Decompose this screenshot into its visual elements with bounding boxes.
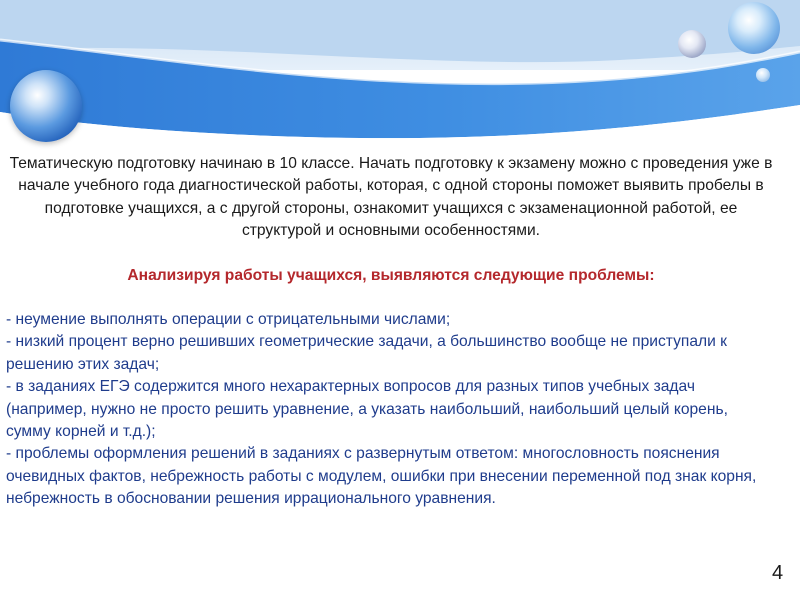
decorative-sphere-small [756,68,770,82]
problem-item: - проблемы оформления решений в заданиях с развернутым ответом: многословность пояснения очевидных фактов, небрежность работы с модулем, ошибки при внесении переменной под знак корня, небрежность в обосновании решения иррационального уравнения. [6,445,757,508]
slide-content [6,153,776,511]
decorative-sphere-medium [678,30,706,58]
slide-header-banner [0,0,800,150]
problem-item: - неумение выполнять операции с отрицательными числами; [6,311,451,329]
problem-item: - низкий процент верно решивших геометрические задачи, а большинство вообще не приступали к решению этих задач; [6,333,727,373]
problems-list [6,309,776,511]
decorative-sphere-large [10,70,82,142]
problem-item: - в заданиях ЕГЭ содержится много нехарактерных вопросов для разных типов учебных задач (например, нужно не просто решить уравнение, а указать наибольший, наибольший целый корень, сумму корней и т.д.); [6,378,728,441]
banner-wave-graphic [0,0,800,150]
problems-heading: Анализируя работы учащихся, выявляются следующие проблемы: [127,266,655,284]
decorative-sphere-right [728,2,780,54]
intro-paragraph: Тематическую подготовку начинаю в 10 классе. Начать подготовку к экзамену можно с проведения уже в начале учебного года диагностической работы, которая, с одной стороны поможет выявить пробелы в подготовке учащихся, а с другой стороны, ознакомит учащихся с экзаменационной работой, ее структурой и основными особенностями. [9,155,773,240]
page-number: 4 [772,562,784,584]
